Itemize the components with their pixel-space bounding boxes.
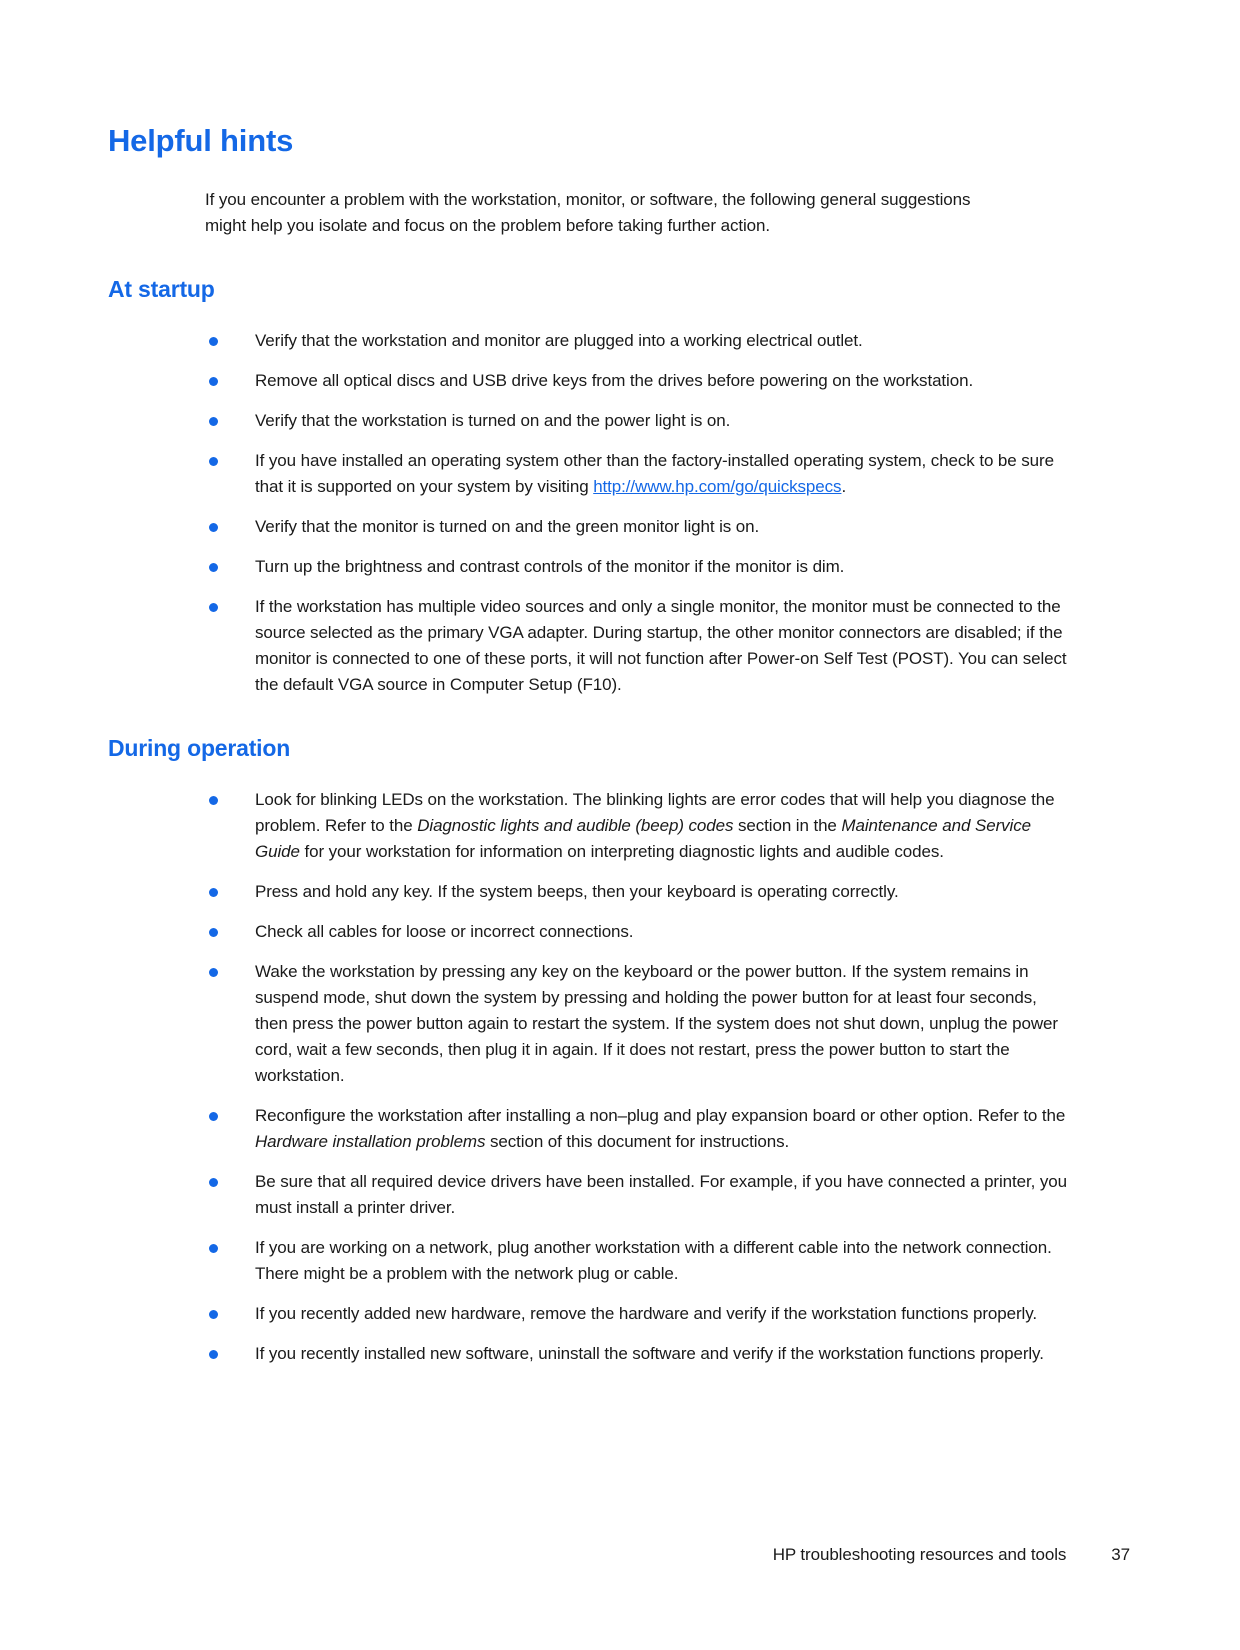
list-item <box>205 959 1073 1089</box>
bullet-icon <box>209 457 218 466</box>
page-footer <box>773 1545 1130 1565</box>
footer-running-title: HP troubleshooting resources and tools <box>772 1545 1067 1564</box>
bullet-icon <box>209 968 218 977</box>
list-item-text <box>255 331 863 350</box>
list-item-text <box>255 922 633 941</box>
list-item <box>205 1235 1073 1287</box>
bullet-icon <box>209 603 218 612</box>
bullet-icon <box>209 1244 218 1253</box>
text-segment: Remove all optical discs and USB drive keys from the drives before powering on the workstation. <box>255 371 974 390</box>
list-item <box>205 368 1073 394</box>
list-item-text <box>255 1304 1037 1323</box>
list-item <box>205 919 1073 945</box>
intro-paragraph: If you encounter a problem with the workstation, monitor, or software, the following general suggestions might help you isolate and focus on the problem before taking further action. <box>205 190 971 235</box>
bullet-list <box>205 787 1130 1367</box>
bullet-icon <box>209 1178 218 1187</box>
list-item-text <box>255 1172 1067 1217</box>
list-item <box>205 1301 1073 1327</box>
list-item <box>205 328 1073 354</box>
list-item-text <box>255 962 1058 1085</box>
text-segment: Check all cables for loose or incorrect connections. <box>255 922 634 941</box>
list-item <box>205 787 1073 865</box>
list-item-text <box>255 1106 1065 1151</box>
section-at-startup <box>108 276 1130 698</box>
text-segment: section in the <box>733 816 842 835</box>
bullet-icon <box>209 337 218 346</box>
text-segment: Verify that the workstation is turned on and the power light is on. <box>255 411 731 430</box>
bullet-list <box>205 328 1130 698</box>
bullet-icon <box>209 796 218 805</box>
list-item <box>205 594 1073 698</box>
bullet-icon <box>209 1310 218 1319</box>
section-heading-during-operation: During operation <box>108 735 291 761</box>
list-item-text <box>255 371 973 390</box>
page-number: 37 <box>1111 1545 1130 1564</box>
list-item-text <box>255 597 1067 694</box>
section-heading-at-startup: At startup <box>108 276 215 302</box>
list-item <box>205 1103 1073 1155</box>
text-segment: . <box>841 477 847 496</box>
bullet-icon <box>209 928 218 937</box>
text-segment: Reconfigure the workstation after installing a non–plug and play expansion board or other option. Refer to the <box>255 1106 1066 1125</box>
italic-text: Maintenance and Service Guide <box>255 816 1031 861</box>
italic-text: Hardware installation problems <box>255 1132 486 1151</box>
bullet-icon <box>209 1112 218 1121</box>
list-item <box>205 1341 1073 1367</box>
text-segment: Turn up the brightness and contrast controls of the monitor if the monitor is dim. <box>255 557 845 576</box>
text-segment: If you have installed an operating system other than the factory-installed operating system, check to be sure that it is supported on your system by visiting <box>255 451 1054 496</box>
italic-text: Diagnostic lights and audible (beep) codes <box>417 816 734 835</box>
text-segment: If the workstation has multiple video sources and only a single monitor, the monitor must be connected to the source selected as the primary VGA adapter. During startup, the other monitor connectors are disabled; if the monitor is connected to one of these ports, it will not function after Power-on Self Test (POST). You can select the default VGA source in Computer Setup (F10). <box>255 597 1067 694</box>
bullet-icon <box>209 417 218 426</box>
quickspecs-link[interactable]: http://www.hp.com/go/quickspecs <box>593 477 842 496</box>
bullet-icon <box>209 888 218 897</box>
text-segment: If you are working on a network, plug another workstation with a different cable into the network connection. There might be a problem with the network plug or cable. <box>255 1238 1052 1283</box>
list-item <box>205 408 1073 434</box>
list-item-text <box>255 1344 1044 1363</box>
text-segment: for your workstation for information on interpreting diagnostic lights and audible codes. <box>299 842 944 861</box>
text-segment: Verify that the workstation and monitor are plugged into a working electrical outlet. <box>255 331 863 350</box>
list-item-text <box>255 1238 1052 1283</box>
list-item <box>205 879 1073 905</box>
list-item-text <box>255 790 1054 861</box>
text-segment: If you recently added new hardware, remove the hardware and verify if the workstation functions properly. <box>255 1304 1037 1323</box>
list-item <box>205 1169 1073 1221</box>
list-item <box>205 514 1073 540</box>
list-item <box>205 448 1073 500</box>
sections <box>108 276 1130 1367</box>
text-segment: section of this document for instructions. <box>485 1132 790 1151</box>
text-segment: Wake the workstation by pressing any key on the keyboard or the power button. If the system remains in suspend mode, shut down the system by pressing and holding the power button for at least four seconds, then press the power button again to restart the system. If the system does not shut down, unplug the power cord, wait a few seconds, then plug it in again. If it does not restart, press the power button to start the workstation. <box>255 962 1058 1085</box>
text-segment: If you recently installed new software, uninstall the software and verify if the workstation functions properly. <box>255 1344 1044 1363</box>
bullet-icon <box>209 563 218 572</box>
bullet-icon <box>209 523 218 532</box>
list-item-text <box>255 882 899 901</box>
section-during-operation <box>108 735 1130 1367</box>
page-title: Helpful hints <box>108 123 294 158</box>
text-segment: Be sure that all required device drivers have been installed. For example, if you have connected a printer, you must install a printer driver. <box>255 1172 1067 1217</box>
text-segment: Press and hold any key. If the system beeps, then your keyboard is operating correctly. <box>255 882 899 901</box>
list-item-text <box>255 557 844 576</box>
text-segment: Verify that the monitor is turned on and the green monitor light is on. <box>255 517 760 536</box>
list-item-text <box>255 451 1054 496</box>
list-item <box>205 554 1073 580</box>
bullet-icon <box>209 377 218 386</box>
list-item-text <box>255 517 759 536</box>
list-item-text <box>255 411 730 430</box>
text-segment: Look for blinking LEDs on the workstation. The blinking lights are error codes that will help you diagnose the problem. Refer to the <box>255 790 1055 835</box>
bullet-icon <box>209 1350 218 1359</box>
